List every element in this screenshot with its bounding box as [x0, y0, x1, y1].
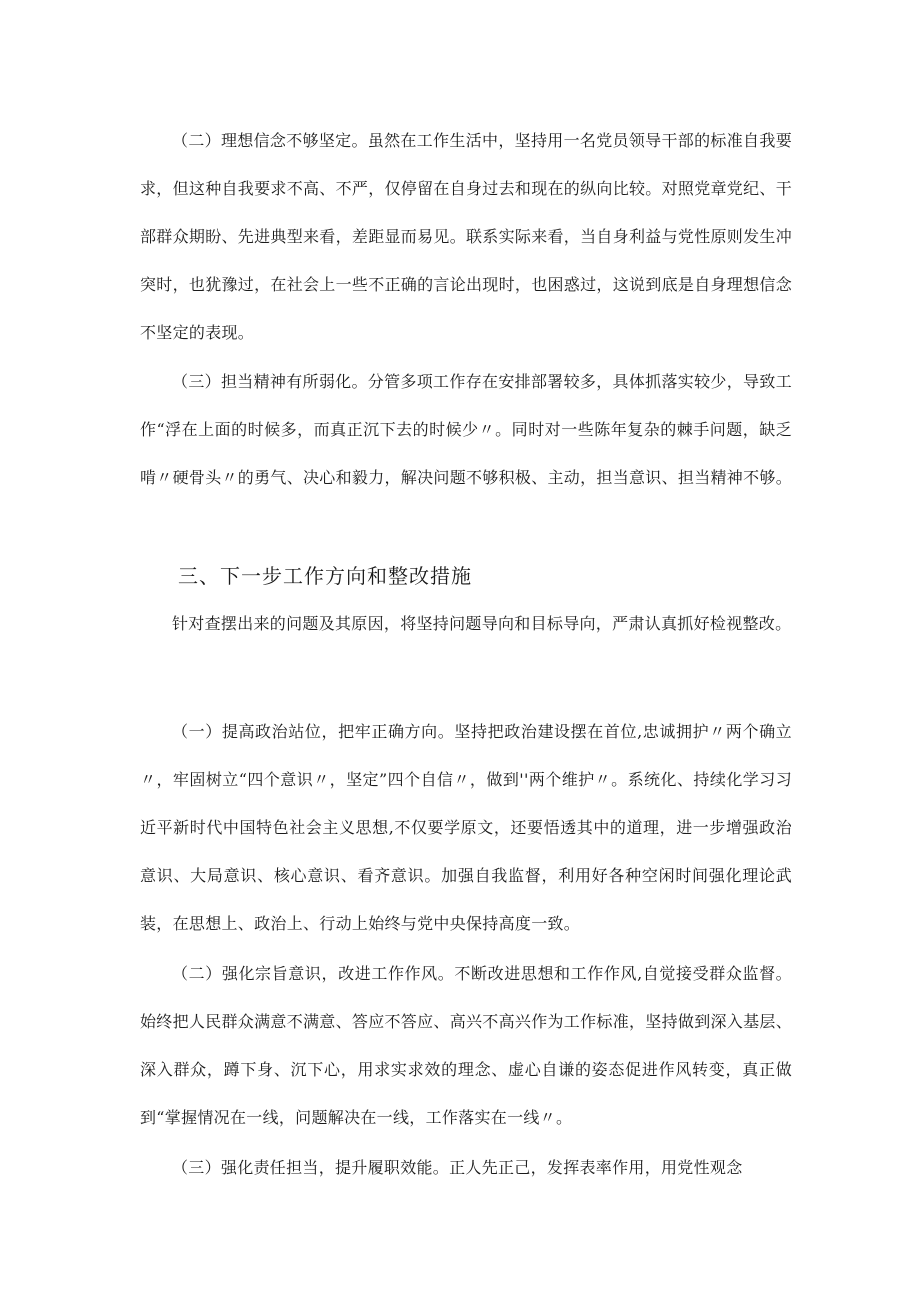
paragraph-ideals-faith: （二）理想信念不够坚定。虽然在工作生活中，坚持用一名党员领导干部的标准自我要求，但这种自我要求不高、不严，仅停留在自身过去和现在的纵向比较。对照党章党纪、干部群众期盼、先进典型来看，差距显而易见。联系实际来看，当自身利益与党性原则发生冲突时，也犹豫过，在社会上一些不正确的言论出现时，也困惑过，这说到底是自身理想信念不坚定的表现。: [140, 131, 793, 342]
paragraph-political-stance: （一）提高政治站位，把牢正确方向。坚持把政治建设摆在首位,忠诚拥护〃两个确立〃，牢固树立“四个意识〃，坚定”四个自信〃，做到''两个维护〃。系统化、持续化学习习近平新时代中国特色社会主义思想,不仅要学原文，还要悟透其中的道理，进一步增强政治意识、大局意识、核心意识、看齐意识。加强自我监督，利用好各种空闲时间强化理论武装，在思想上、政治上、行动上始终与党中央保持高度一致。: [140, 722, 792, 933]
paragraph-work-style: （二）强化宗旨意识，改进工作作风。不断改进思想和工作作风,自觉接受群众监督。始终把人民群众满意不满意、答应不答应、高兴不高兴作为工作标准，坚持做到深入基层、深入群众，蹲下身、沉下心，用求实求效的理念、虚心自谦的姿态促进作风转变，真正做到“掌握情况在一线，问题解决在一线，工作落实在一线〃。: [140, 964, 793, 1127]
paragraph-duty-performance: （三）强化责任担当，提升履职效能。正人先正己，发挥表率作用，用党性观念: [172, 1158, 743, 1177]
paragraph-rectification-intro: 针对查摆出来的问题及其原因，将坚持问题导向和目标导向，严肃认真抓好检视整改。: [172, 614, 792, 633]
paragraph-responsibility-spirit: （三）担当精神有所弱化。分管多项工作存在安排部署较多，具体抓落实较少，导致工作“浮在上面的时候多，而真正沉下去的时候少〃。同时对一些陈年复杂的棘手问题，缺乏啃〃硬骨头〃的勇气、决心和毅力，解决问题不够积极、主动，担当意识、担当精神不够。: [140, 372, 793, 487]
section-heading-next-steps: 三、下一步工作方向和整改措施: [178, 564, 472, 588]
